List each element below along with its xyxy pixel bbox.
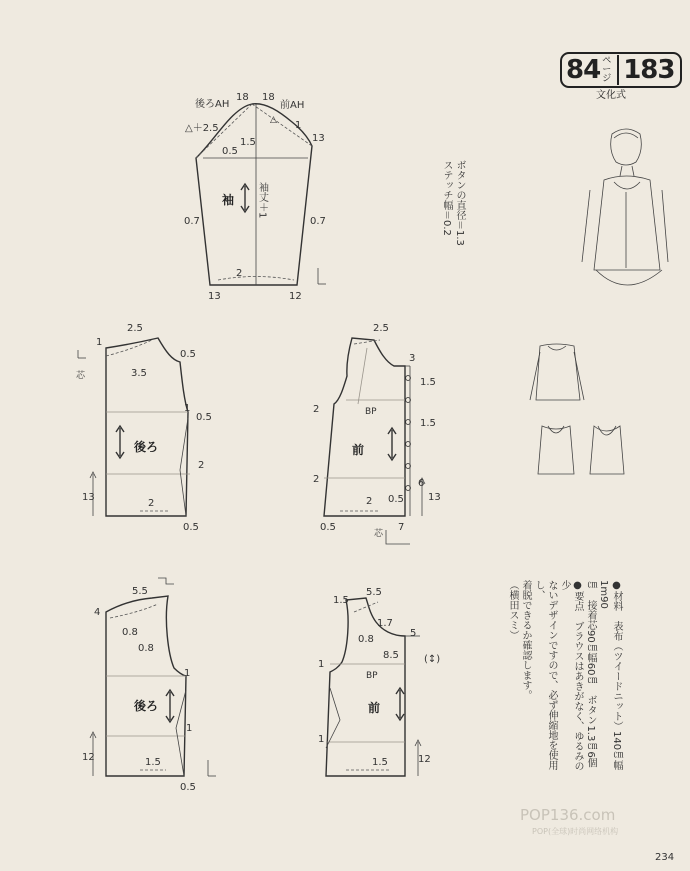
blouse-sketch-long-sleeve [530,344,584,400]
notes-line-5: 着脱できるか確認します。 [520,580,531,700]
sleeve-cap-tri: △ [270,115,277,125]
back1-2b-value: 2 [148,498,155,509]
front1-3-value: 3 [409,353,416,364]
back-bodice-top-pattern [78,338,190,516]
sleeve-top-right-value: 18 [262,92,275,103]
stitch-width-note: ステッチ幅＝0.2 [441,160,452,236]
sleeve-hem-value: 2 [236,268,243,279]
front2-1a-value: 1 [318,659,325,670]
front1-7-value: 7 [398,522,405,533]
front2-85-value: 8.5 [383,650,399,661]
front1-2b-value: 2 [313,474,320,485]
page-number: 234 [655,852,675,863]
back1-05b-value: 0.5 [196,412,212,423]
front2-label: 前 [368,701,381,715]
front1-6-value: 6 [418,478,425,489]
back2-08a-value: 0.8 [122,627,138,638]
front1-25-value: 2.5 [373,323,389,334]
drafting-method: 文化式 [596,90,626,101]
front1-05a-value: 0.5 [388,494,404,505]
front2-1b-value: 1 [318,734,325,745]
front2-15b-value: 1.5 [372,757,388,768]
notes-line-4: ないデザインですので、必ず伸縮地を使用し、 [533,580,557,770]
front1-15b-value: 1.5 [420,418,436,429]
front2-12-value: 12 [418,754,431,765]
front-bodice-top-pattern [324,338,425,544]
back2-05-value: 0.5 [180,782,196,793]
front1-bp-label: BP [365,407,377,417]
watermark-sub: POP(全球)时尚网络机构 [532,827,619,836]
front1-05b-value: 0.5 [320,522,336,533]
front2-55-value: 5.5 [366,587,382,598]
back1-2-value: 2 [198,460,205,471]
sleeve-bottom-right-value: 12 [289,291,302,302]
front2-5-value: 5 [410,628,417,639]
page-reference: 84 [566,55,601,85]
front-bodice-bottom-pattern [326,598,421,776]
back2-1b-value: 1 [186,723,193,734]
sleeve-cap-left-value: △＋2.5 [185,123,219,134]
front2-15-value: 1.5 [333,595,349,606]
sleeve-front-ah-label: 前AH [280,100,305,111]
top-sketch-right [590,426,624,474]
button-note [440,160,466,270]
back2-15-value: 1.5 [145,757,161,768]
pattern-number-box [560,52,682,88]
sleeve-top-left-value: 18 [236,92,249,103]
front2-17-value: 1.7 [377,618,393,629]
watermark: POP136.com [520,806,616,824]
sleeve-left-07-value: 0.7 [184,216,200,227]
back2-4-value: 4 [94,607,101,618]
front1-15a-value: 1.5 [420,377,436,388]
front2-arrow-note: (↕) [424,654,441,665]
back2-08b-value: 0.8 [138,643,154,654]
notes-line-1: ●材料 表布（ツイードニット）140㎝幅1m90 [598,580,622,771]
sleeve-back-ah-label: 後ろAH [195,99,230,110]
badge-divider [617,55,619,85]
top-sketch-left [538,426,574,474]
back2-1a-value: 1 [184,668,191,679]
back-bodice-bottom-pattern [90,578,216,776]
pattern-number: 183 [623,55,675,85]
front1-label: 前 [352,443,365,457]
back1-1b-value: 1 [184,403,191,414]
back2-55-value: 5.5 [132,586,148,597]
model-illustration [582,129,668,285]
sleeve-name: 袖 [222,193,235,207]
notes-credit: （横田スミ） [507,580,518,640]
back1-05c-value: 0.5 [183,522,199,533]
back2-12-value: 12 [82,752,95,763]
sleeve-05-value: 0.5 [222,146,238,157]
sleeve-bottom-left-value: 13 [208,291,221,302]
pattern-number-badge [560,52,682,88]
front1-core-label: 芯 [374,529,384,539]
back1-13-value: 13 [82,492,95,503]
front2-bp-label: BP [366,671,378,681]
button-diameter-note: ボタンの直径＝1.3 [454,160,465,246]
page-reference-unit: ページ [602,55,612,84]
back2-label: 後ろ [134,699,159,713]
sleeve-right-07-value: 0.7 [310,216,326,227]
back1-25-value: 2.5 [127,323,143,334]
front2-08-value: 0.8 [358,634,374,645]
sleeve-length-note: 袖丈＋1 [256,182,268,219]
materials-notes [506,580,623,780]
back1-1-value: 1 [96,337,103,348]
sleeve-15-value: 1.5 [240,137,256,148]
front1-2c-value: 2 [366,496,373,507]
back1-05a-value: 0.5 [180,349,196,360]
back1-core-label: 芯 [76,371,86,381]
front1-13-value: 13 [428,492,441,503]
sleeve-cap-right-value: 13 [312,133,325,144]
back1-label: 後ろ [134,440,159,454]
notes-line-3: ●要点 ブラウスはあきがなく、ゆるみの少 [559,580,583,771]
back1-35-value: 3.5 [131,368,147,379]
front1-2a-value: 2 [313,404,320,415]
sleeve-one-value: 1 [295,120,302,131]
notes-line-2: ㎝ 接着芯90㎝幅60㎝ ボタン1.3㎝6個 [585,580,596,768]
